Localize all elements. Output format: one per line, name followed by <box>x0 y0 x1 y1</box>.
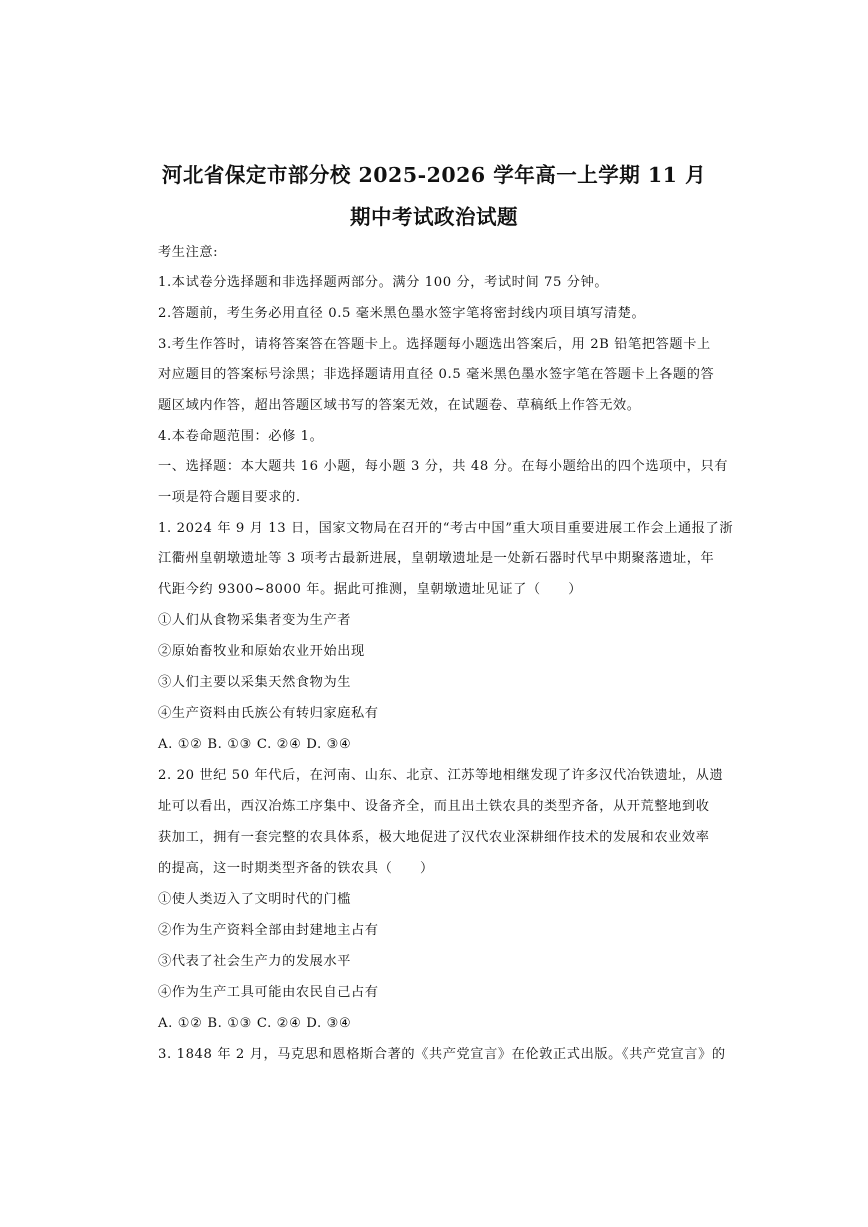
section-intro-line-1: 一、选择题：本大题共 16 小题，每小题 3 分，共 48 分。在每小题给出的四个选项中，只有 <box>158 459 729 474</box>
q1-option-3: ③人们主要以采集天然食物为生 <box>158 675 352 690</box>
notice-item-4: 4.本卷命题范围：必修 1。 <box>158 429 324 444</box>
q1-stem-line-1: 1. 2024 年 9 月 13 日，国家文物局在召开的“考古中国”重大项目重要进展工作会上通报了浙 <box>158 521 734 536</box>
q1-option-4: ④生产资料由氏族公有转归家庭私有 <box>158 706 379 721</box>
q3-stem-line-1: 3. 1848 年 2 月，马克思和恩格斯合著的《共产党宣言》在伦敦正式出版。《共产党宣言》的 <box>158 1047 726 1062</box>
q1-stem-line-2: 江衢州皇朝墩遗址等 3 项考古最新进展，皇朝墩遗址是一处新石器时代早中期聚落遗址，年 <box>158 551 715 566</box>
notice-heading: 考生注意: <box>158 245 219 260</box>
q2-option-2: ②作为生产资料全部由封建地主占有 <box>158 923 379 938</box>
q2-option-4: ④作为生产工具可能由农民自己占有 <box>158 985 379 1000</box>
q2-choices: A. ①② B. ①③ C. ②④ D. ③④ <box>158 1016 352 1031</box>
notice-item-3-line-3: 题区域内作答，超出答题区域书写的答案无效，在试题卷、草稿纸上作答无效。 <box>158 398 641 413</box>
q2-stem-line-2: 址可以看出，西汉冶炼工序集中、设备齐全，而且出土铁农具的类型齐备，从开荒整地到收 <box>158 799 710 814</box>
q1-option-1: ①人们从食物采集者变为生产者 <box>158 613 352 628</box>
exam-title-line1: 河北省保定市部分校 2025-2026 学年高一上学期 11 月 <box>161 163 707 187</box>
notice-item-1: 1.本试卷分选择题和非选择题两部分。满分 100 分，考试时间 75 分钟。 <box>158 275 609 290</box>
q2-stem-line-1: 2. 20 世纪 50 年代后，在河南、山东、北京、江苏等地相继发现了许多汉代冶铁遗址，从遗 <box>158 768 724 783</box>
q1-stem-line-3: 代距今约 9300~8000 年。据此可推测，皇朝墩遗址见证了（ ） <box>158 582 583 597</box>
notice-item-3-line-2: 对应题目的答案标号涂黑；非选择题请用直径 0.5 毫米黑色墨水签字笔在答题卡上各题的答 <box>158 367 715 382</box>
q2-stem-line-4: 的提高，这一时期类型齐备的铁农具（ ） <box>158 861 434 876</box>
q1-option-2: ②原始畜牧业和原始农业开始出现 <box>158 644 365 659</box>
notice-item-2: 2.答题前，考生务必用直径 0.5 毫米黑色墨水签字笔将密封线内项目填写清楚。 <box>158 306 646 321</box>
q2-stem-line-3: 获加工，拥有一套完整的农具体系，极大地促进了汉代农业深耕细作技术的发展和农业效率 <box>158 830 710 845</box>
section-intro-line-2: 一项是符合题目要求的. <box>158 490 301 505</box>
q1-choices: A. ①② B. ①③ C. ②④ D. ③④ <box>158 737 352 752</box>
exam-title-line2: 期中考试政治试题 <box>350 205 518 229</box>
q2-option-3: ③代表了社会生产力的发展水平 <box>158 954 352 969</box>
notice-item-3-line-1: 3.考生作答时，请将答案答在答题卡上。选择题每小题选出答案后，用 2B 铅笔把答题卡上 <box>158 337 711 352</box>
q2-option-1: ①使人类迈入了文明时代的门槛 <box>158 892 352 907</box>
